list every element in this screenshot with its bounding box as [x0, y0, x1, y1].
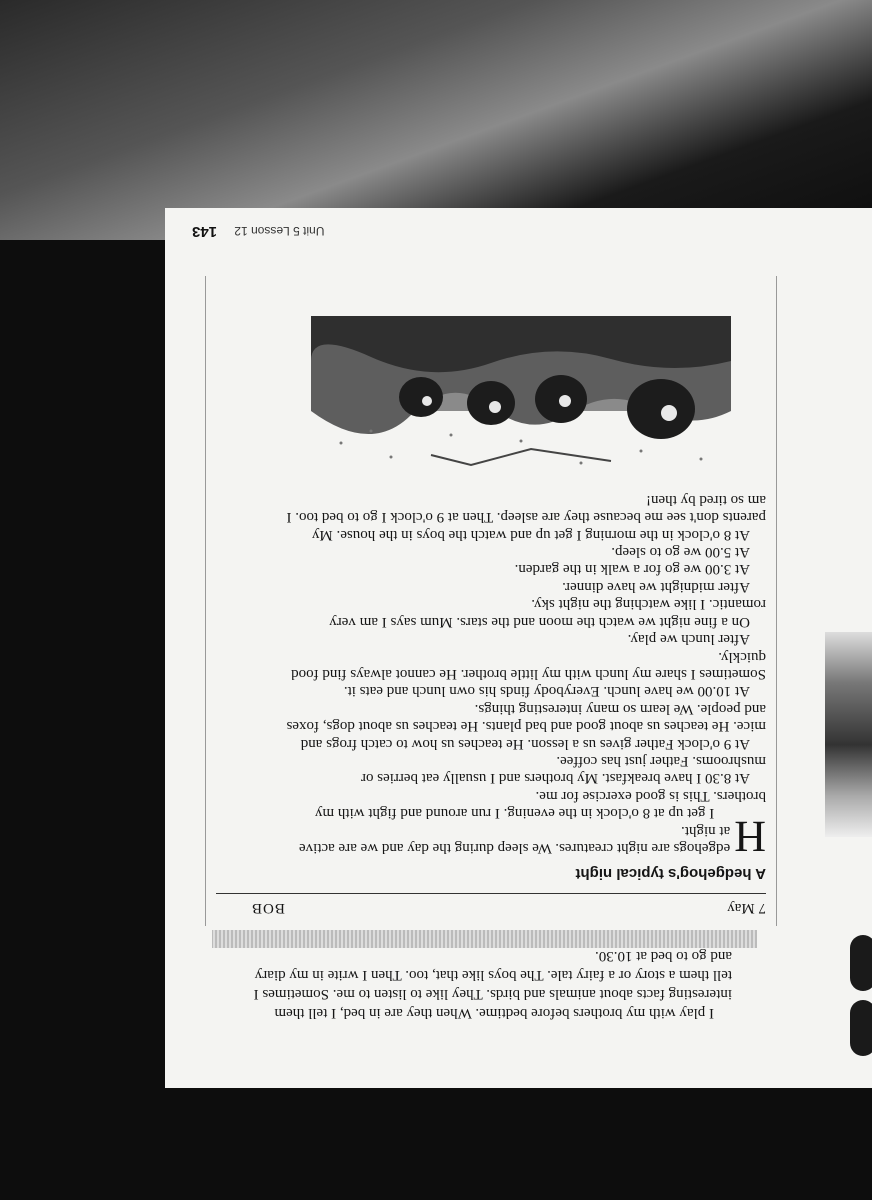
diary-author: BOB [251, 900, 285, 916]
divider-band [212, 930, 757, 948]
diary-paragraph: At 3.00 we go for a walk in the garden. [514, 561, 750, 578]
diary-paragraph: I get up at 8 o'clock in the evening. I run around and fight with my brothers. This is good exercise for me. [314, 787, 766, 822]
diary-paragraph: After lunch we play. [627, 631, 750, 648]
diary-paragraph: At 8 o'clock in the morning I get up and watch the boys in the house. My parents don't see me because they are asleep. Then at 9 o'clock I go to bed too. I am so tired by then! [286, 491, 766, 543]
diary-paragraph: At 10.00 we have lunch. Everybody finds his own lunch and eats it. Sometimes I share my lunch with my little brother. He cannot always find food quickly. [291, 648, 766, 700]
page-number: 143 [192, 223, 218, 240]
binder-hole [850, 1000, 872, 1056]
diary-first-paragraph-text: edgehogs are night creatures. We sleep during the day and we are active at night. [298, 822, 731, 856]
diary-paragraph: At 9 o'clock Father gives us a lesson. He teaches us how to catch frogs and mice. He teaches us about good and bad plants. He teaches us about dogs, foxes and people. We learn so many interesting things. [286, 700, 766, 752]
hedgehog-family-illustration [311, 316, 731, 471]
diary-title: A hedgehog's typical night [575, 865, 766, 882]
diary-paragraph: After midnight we have dinner. [562, 578, 750, 595]
diary-date: 7 May [727, 900, 766, 916]
page-content-rotated [165, 208, 872, 1088]
diary-header [216, 893, 766, 916]
diary-paragraph: On a fine night we watch the moon and the stars. Mum says I am very romantic. I like watching the night sky. [329, 596, 766, 630]
unit-label: Unit 5 Lesson 12 [234, 224, 325, 238]
adjacent-page-photo [825, 632, 872, 837]
previous-section-text [232, 946, 732, 1022]
drop-cap: H [734, 812, 766, 861]
diary-body [286, 490, 766, 861]
scan-background-shading [0, 0, 872, 240]
diary-paragraph [286, 812, 766, 861]
page-footer [192, 223, 702, 240]
book-page [165, 208, 872, 1088]
diary-paragraph: At 8.30 I have breakfast. My brothers and I usually eat berries or mushrooms. Father just has coffee. [360, 752, 766, 787]
previous-paragraph: I play with my brothers before bedtime. When they are in bed, I tell them interesting facts about animals and birds. They like to listen to me. Sometimes I tell them a story or a fairy tale. The boys like that, too. Then I write in my diary and go to bed at 10.30. [253, 948, 732, 1021]
diary-paragraph: At 5.00 we go to sleep. [611, 544, 750, 561]
diary-entry-box [205, 276, 777, 926]
binder-hole [850, 935, 872, 991]
